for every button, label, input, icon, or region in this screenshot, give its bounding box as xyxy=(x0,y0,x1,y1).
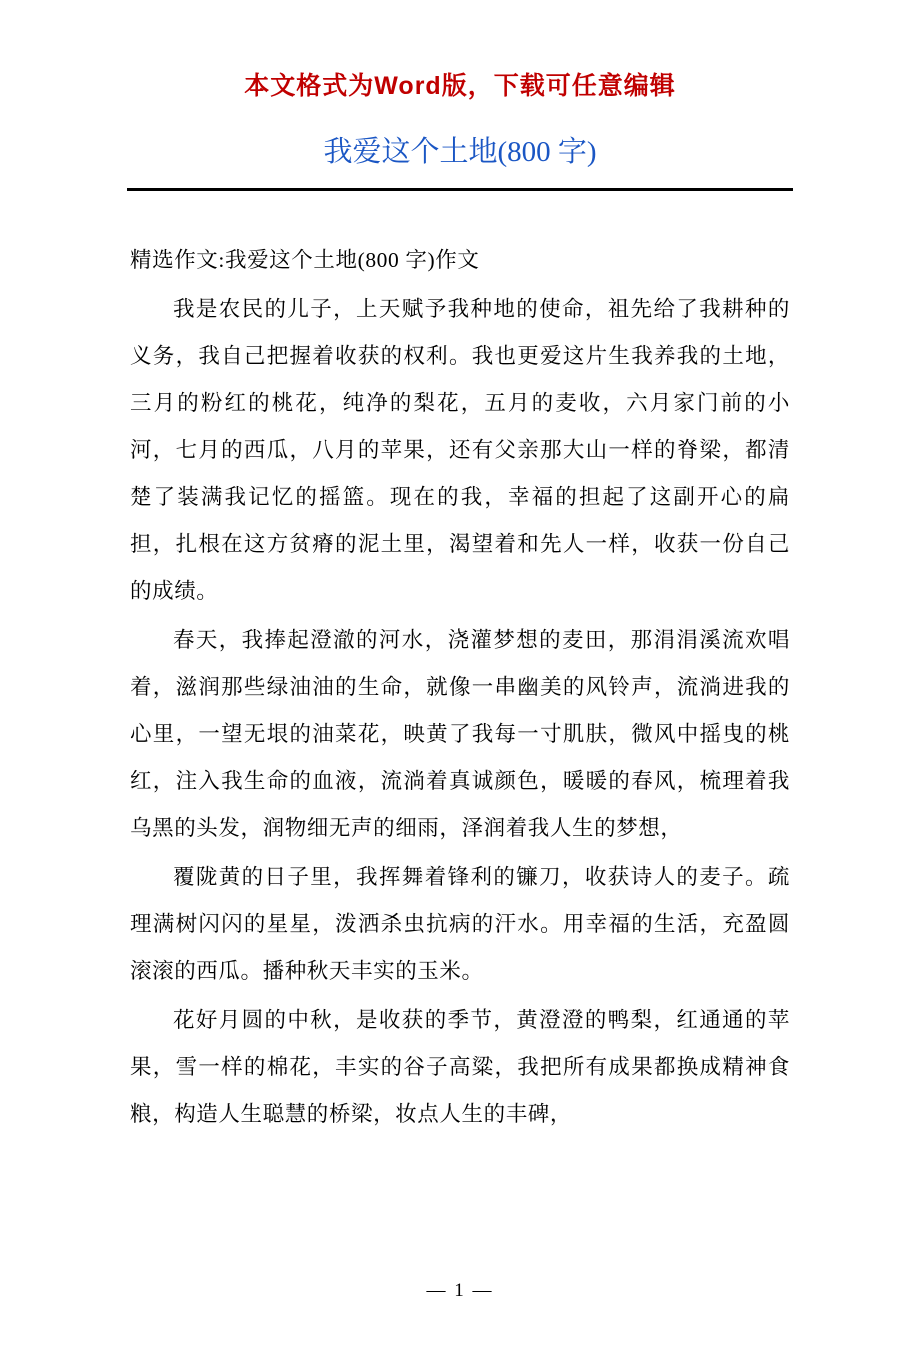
document-body xyxy=(130,191,790,1138)
paragraph-heading: 精选作文:我爱这个土地(800 字)作文 xyxy=(130,248,480,272)
page-title: 我爱这个土地(800 字) xyxy=(323,136,597,168)
paragraph-2: 春天，我捧起澄澈的河水，浇灌梦想的麦田，那涓涓溪流欢唱着，滋润那些绿油油的生命，就像一串幽美的风铃声，流淌进我的心里，一望无垠的油菜花，映黄了我每一寸肌肤，微风中摇曳的桃红，注入我生命的血液，流淌着真诚颜色，暖暖的春风，梳理着我乌黑的头发，润物细无声的细雨，泽润着我人生的梦想， xyxy=(130,628,790,840)
paragraph-4: 花好月圆的中秋，是收获的季节，黄澄澄的鸭梨，红通通的苹果，雪一样的棉花，丰实的谷子高粱，我把所有成果都换成精神食粮，构造人生聪慧的桥梁，妆点人生的丰碑， xyxy=(130,1008,790,1126)
word-format-banner: 本文格式为Word版，下载可任意编辑 xyxy=(244,72,676,100)
document-page xyxy=(0,66,920,1368)
paragraph-3: 覆陇黄的日子里，我挥舞着锋利的镰刀，收获诗人的麦子。疏理满树闪闪的星星，泼洒杀虫抗病的汗水。用幸福的生活，充盈圆滚滚的西瓜。播种秋天丰实的玉米。 xyxy=(130,865,790,983)
paragraph-1: 我是农民的儿子，上天赋予我种地的使命，祖先给了我耕种的义务，我自己把握着收获的权利。我也更爱这片生我养我的土地，三月的粉红的桃花，纯净的梨花，五月的麦收，六月家门前的小河，七月的西瓜，八月的苹果，还有父亲那大山一样的脊梁，都清楚了装满我记忆的摇篮。现在的我，幸福的担起了这副开心的扁担，扎根在这方贫瘠的泥土里，渴望着和先人一样，收获一份自己的成绩。 xyxy=(130,297,790,603)
page-number: — 1 — xyxy=(426,1280,494,1301)
